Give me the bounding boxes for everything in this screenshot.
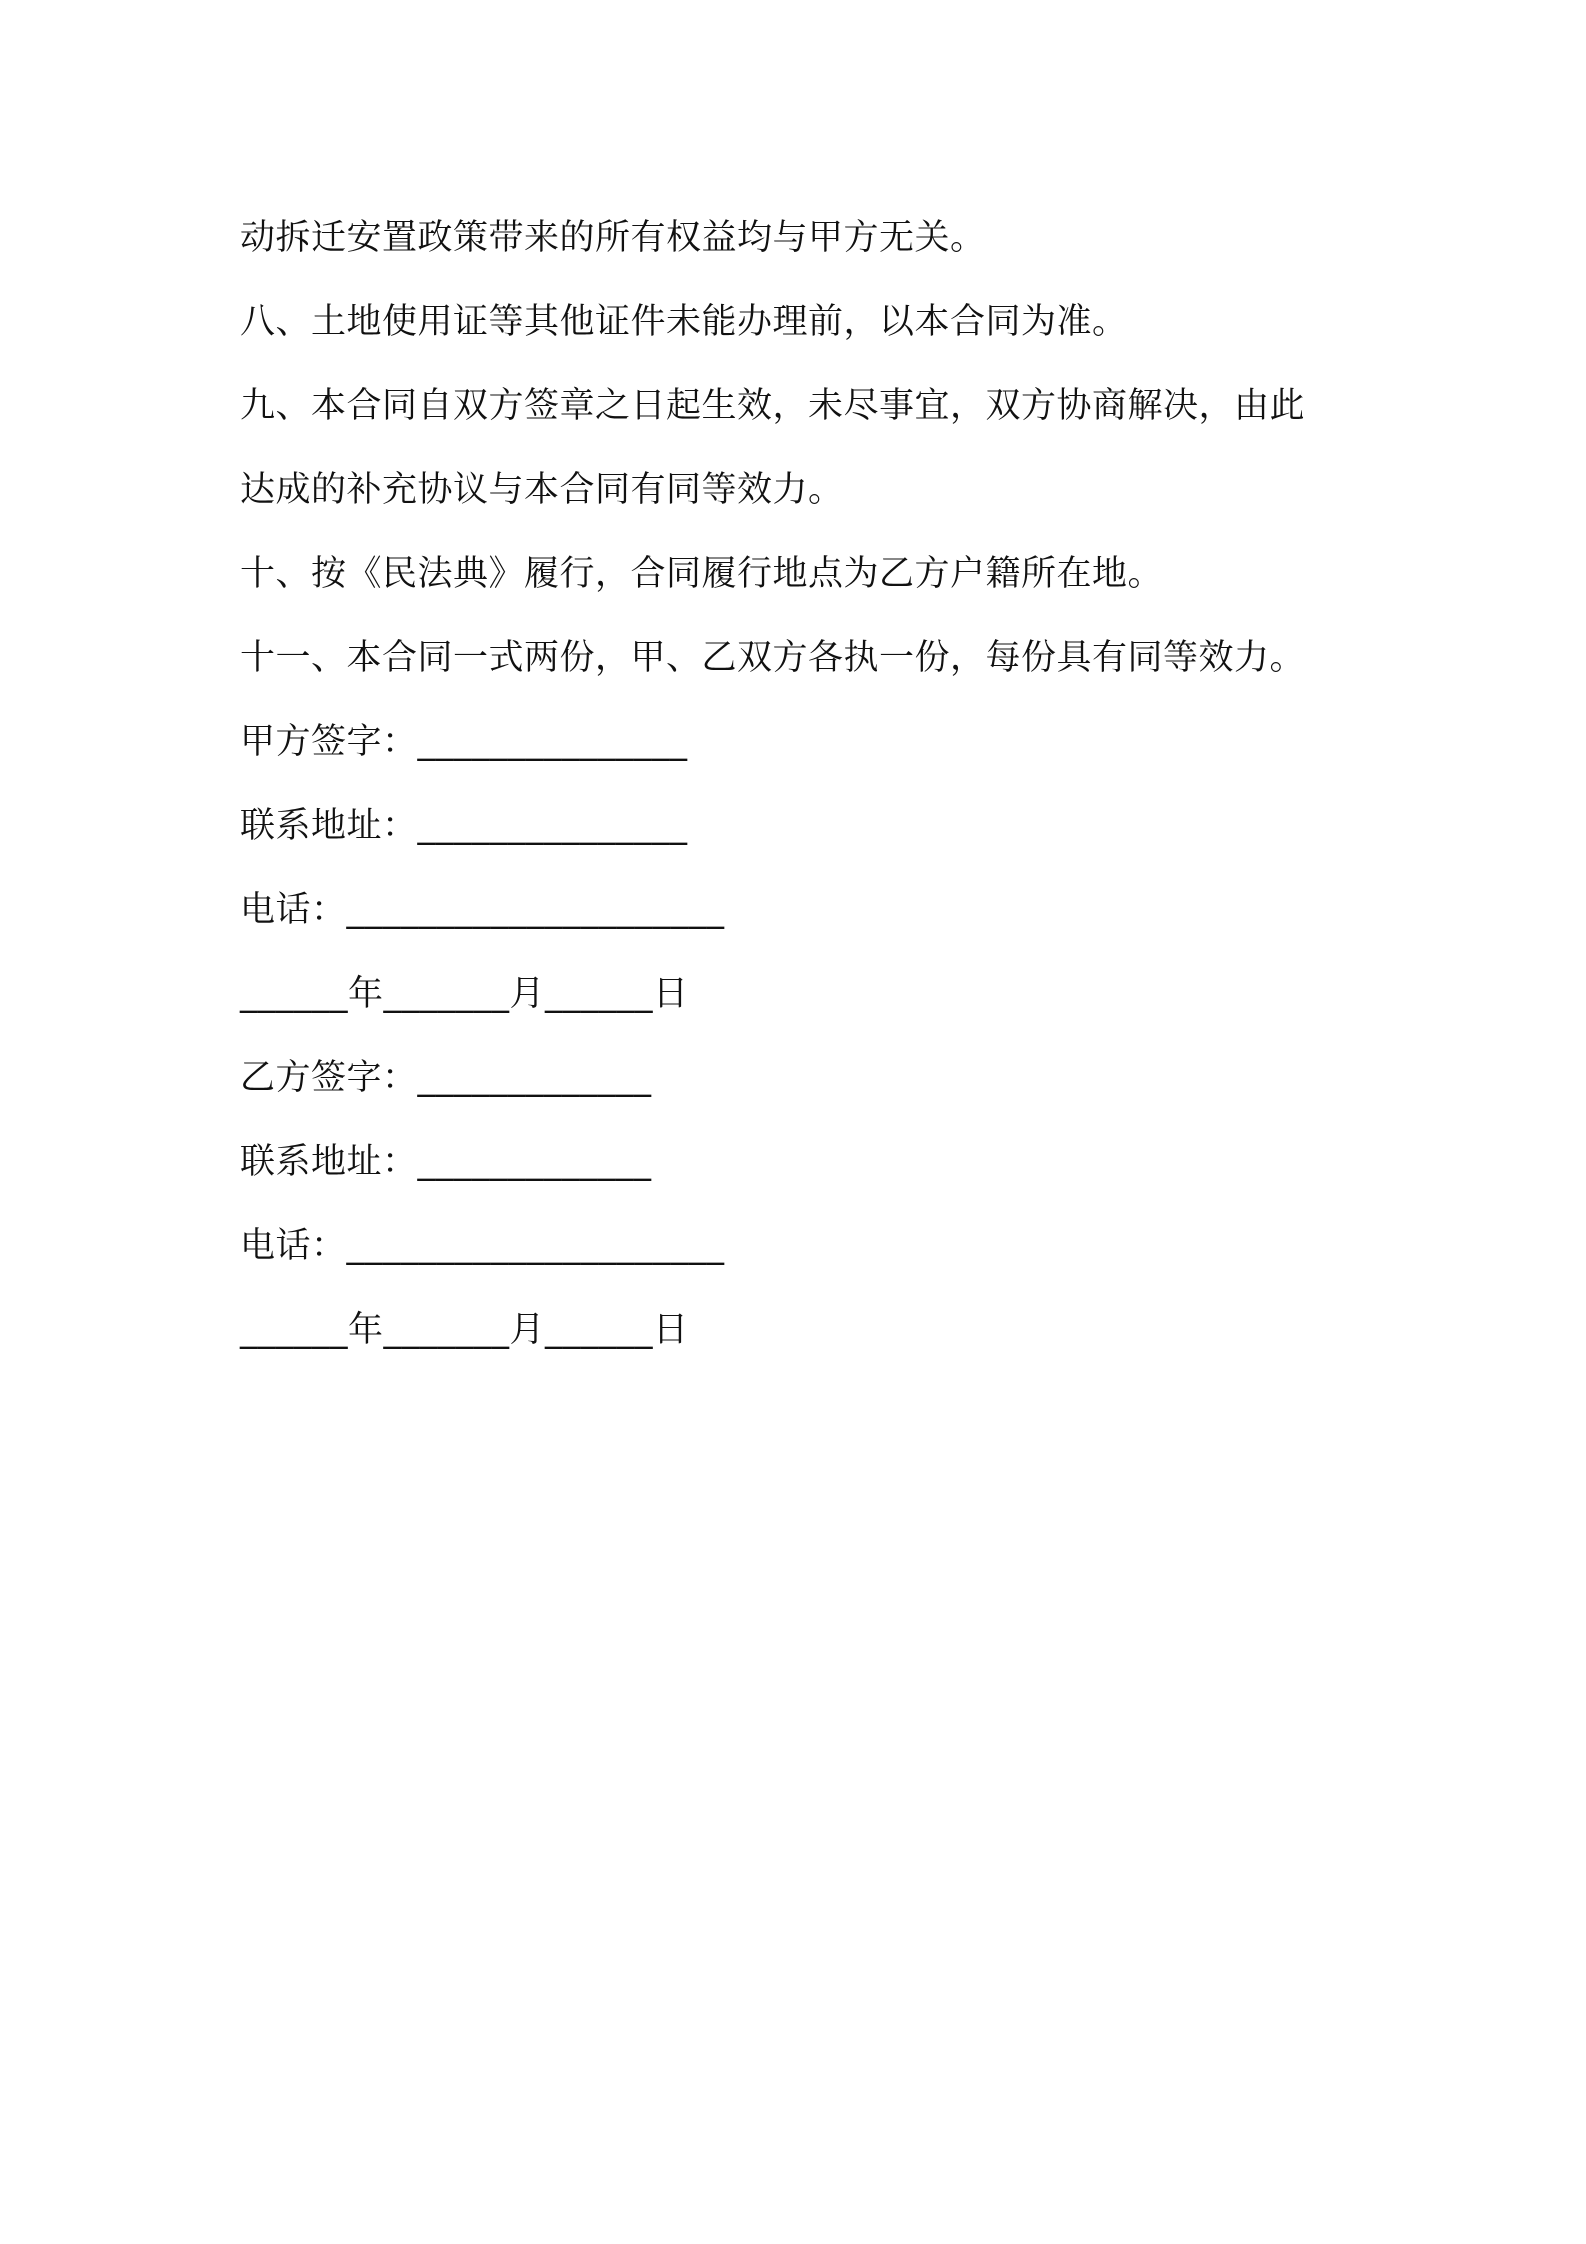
- party-b-date-text: ______年_______月______日: [240, 1310, 689, 1350]
- clause-8-text: 八、土地使用证等其他证件未能办理前，以本合同为准。: [240, 302, 1128, 342]
- paragraph-line: [240, 196, 1360, 280]
- party-a-phone-line: [240, 868, 1360, 952]
- party-b-date-line: [240, 1288, 1360, 1372]
- paragraph-text: 动拆迁安置政策带来的所有权益均与甲方无关。: [240, 218, 986, 258]
- clause-9-continued-text: 达成的补充协议与本合同有同等效力。: [240, 470, 844, 510]
- party-b-signature-line: [240, 1036, 1360, 1120]
- contract-content: [240, 196, 1360, 1372]
- party-a-date-line: [240, 952, 1360, 1036]
- party-a-address-line: [240, 784, 1360, 868]
- party-a-phone-text: 电话：_____________________: [240, 890, 725, 930]
- party-b-signature-text: 乙方签字：_____________: [240, 1058, 652, 1098]
- clause-10-text: 十、按《民法典》履行，合同履行地点为乙方户籍所在地。: [240, 554, 1164, 594]
- clause-8: [240, 280, 1360, 364]
- party-b-phone-text: 电话：_____________________: [240, 1226, 725, 1266]
- clause-11: [240, 616, 1360, 700]
- clause-9-continued: [240, 448, 1360, 532]
- party-b-address-line: [240, 1120, 1360, 1204]
- clause-11-text: 十一、本合同一式两份，甲、乙双方各执一份，每份具有同等效力。: [240, 638, 1306, 678]
- party-a-date-text: ______年_______月______日: [240, 974, 689, 1014]
- clause-9-text: 九、本合同自双方签章之日起生效，未尽事宜，双方协商解决，由此: [240, 386, 1306, 426]
- party-b-phone-line: [240, 1204, 1360, 1288]
- party-a-address-text: 联系地址：_______________: [240, 806, 688, 846]
- party-b-address-text: 联系地址：_____________: [240, 1142, 652, 1182]
- party-a-signature-line: [240, 700, 1360, 784]
- party-a-signature-text: 甲方签字：_______________: [240, 722, 688, 762]
- clause-9: [240, 364, 1360, 448]
- clause-10: [240, 532, 1360, 616]
